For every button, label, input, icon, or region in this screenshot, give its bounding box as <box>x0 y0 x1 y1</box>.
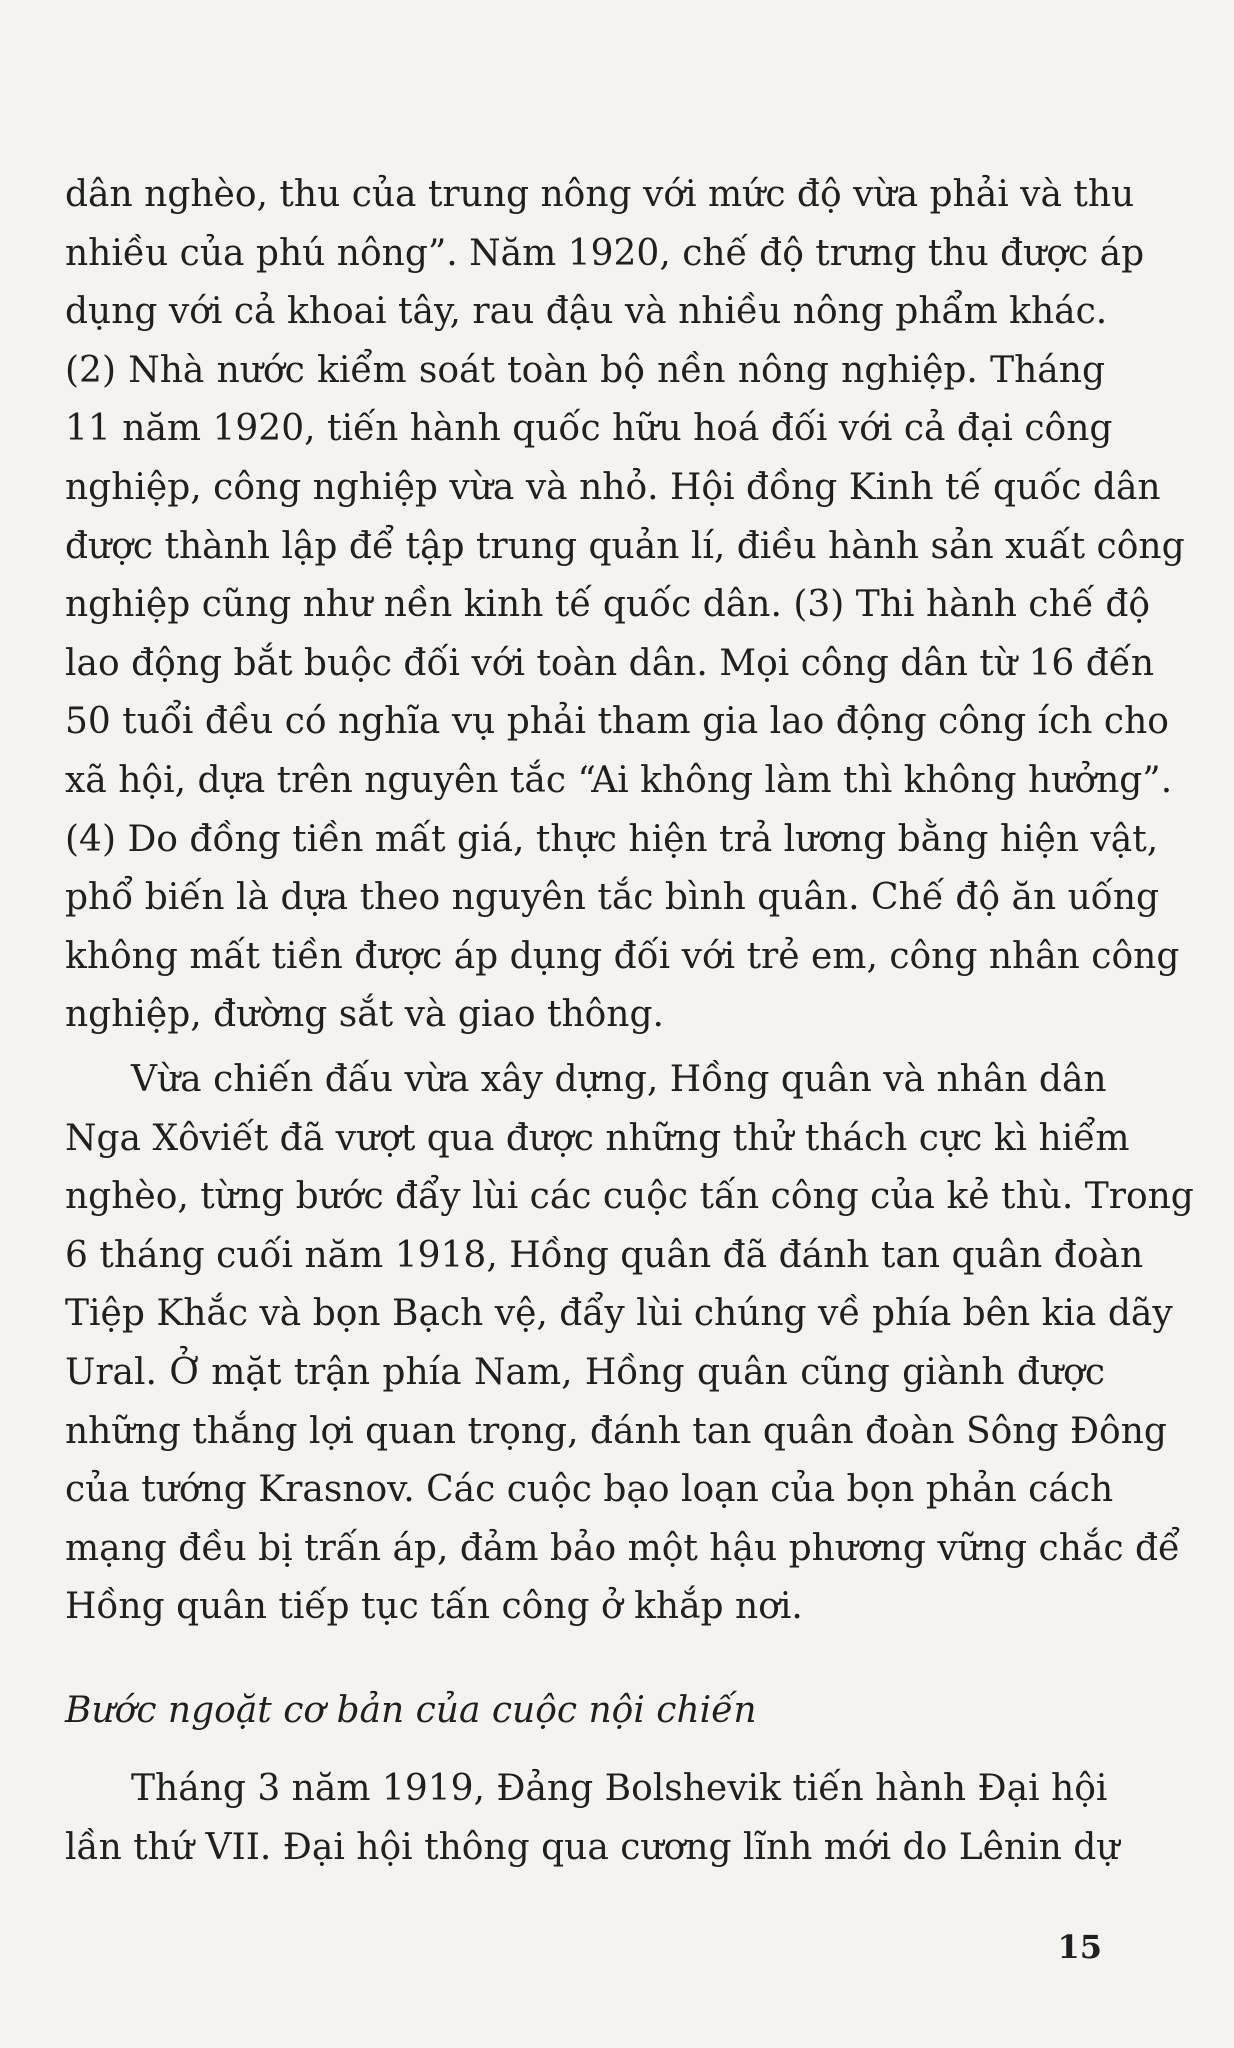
paragraph-3 <box>65 1760 1120 1877</box>
section-heading <box>65 1682 1105 1741</box>
text-line: được thành lập để tập trung quản lí, điều hành sản xuất công <box>65 525 1185 567</box>
text-line: Ural. Ở mặt trận phía Nam, Hồng quân cũng giành được <box>65 1351 1105 1393</box>
paragraph-1 <box>65 166 1185 1045</box>
text-line: Hồng quân tiếp tục tấn công ở khắp nơi. <box>65 1586 803 1628</box>
text-line: không mất tiền được áp dụng đối với trẻ em, công nhân công <box>65 935 1180 977</box>
text-line: Nga Xôviết đã vượt qua được những thử thách cực kì hiểm <box>65 1117 1130 1159</box>
text-line: lao động bắt buộc đối với toàn dân. Mọi công dân từ 16 đến <box>65 642 1155 684</box>
text-line: của tướng Krasnov. Các cuộc bạo loạn của bọn phản cách <box>65 1469 1114 1511</box>
section-heading-text: Bước ngoặt cơ bản của cuộc nội chiến <box>65 1690 757 1731</box>
text-line: nghiệp, công nghiệp vừa và nhỏ. Hội đồng Kinh tế quốc dân <box>65 466 1161 508</box>
text-line: nhiều của phú nông”. Năm 1920, chế độ trưng thu được áp <box>65 232 1145 274</box>
text-line: mạng đều bị trấn áp, đảm bảo một hậu phương vững chắc để <box>65 1527 1181 1569</box>
text-line: phổ biến là dựa theo nguyên tắc bình quân. Chế độ ăn uống <box>65 877 1160 919</box>
text-line: Tháng 3 năm 1919, Đảng Bolshevik tiến hành Đại hội <box>131 1768 1108 1809</box>
text-line: Vừa chiến đấu vừa xây dựng, Hồng quân và nhân dân <box>131 1059 1107 1100</box>
text-line: dân nghèo, thu của trung nông với mức độ vừa phải và thu <box>65 174 1135 215</box>
text-line: nghiệp, đường sắt và giao thông. <box>65 994 664 1036</box>
page-number: 15 <box>1057 1928 1102 1966</box>
text-line: lần thứ VII. Đại hội thông qua cương lĩnh mới do Lênin dự <box>65 1826 1120 1868</box>
text-line: 6 tháng cuối năm 1918, Hồng quân đã đánh tan quân đoàn <box>65 1234 1144 1276</box>
text-line: nghèo, từng bước đẩy lùi các cuộc tấn công của kẻ thù. Trong <box>65 1176 1194 1218</box>
text-line: Tiệp Khắc và bọn Bạch vệ, đẩy lùi chúng về phía bên kia dãy <box>65 1293 1173 1335</box>
text-line: xã hội, dựa trên nguyên tắc “Ai không làm thì không hưởng”. <box>65 759 1173 801</box>
text-line: (2) Nhà nước kiểm soát toàn bộ nền nông nghiệp. Tháng <box>65 349 1105 391</box>
paragraph-2 <box>65 1051 1194 1637</box>
text-line: dụng với cả khoai tây, rau đậu và nhiều nông phẩm khác. <box>65 291 1108 333</box>
text-line: những thắng lợi quan trọng, đánh tan quân đoàn Sông Đông <box>65 1410 1167 1452</box>
text-line: 11 năm 1920, tiến hành quốc hữu hoá đối với cả đại công <box>65 408 1113 450</box>
text-line: 50 tuổi đều có nghĩa vụ phải tham gia lao động công ích cho <box>65 701 1169 743</box>
text-line: nghiệp cũng như nền kinh tế quốc dân. (3) Thi hành chế độ <box>65 584 1151 626</box>
text-line: (4) Do đồng tiền mất giá, thực hiện trả lương bằng hiện vật, <box>65 818 1159 860</box>
